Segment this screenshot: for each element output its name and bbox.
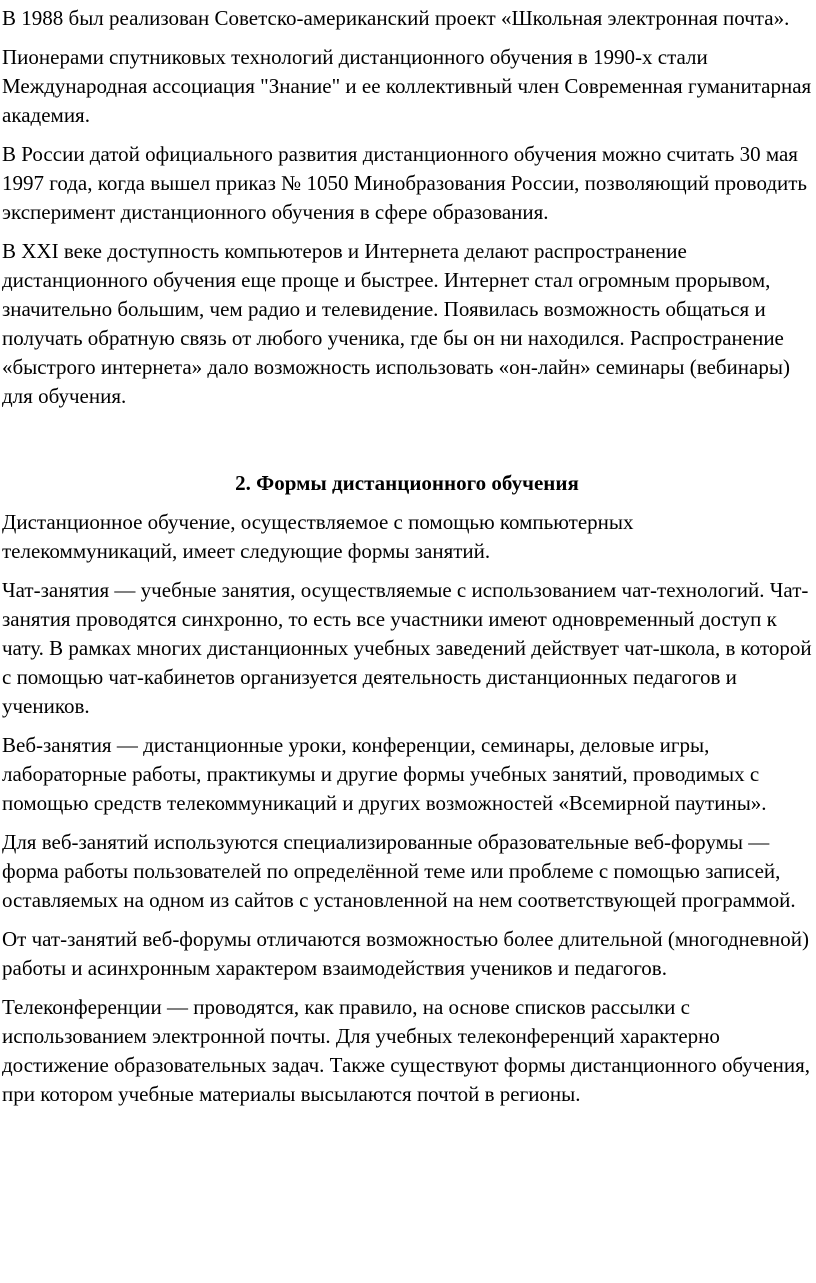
paragraph-web-lessons: Веб-занятия — дистанционные уроки, конференции, семинары, деловые игры, лабораторные работы, практикумы и другие формы учебных занятий, проводимых с помощью средств телекоммуникаций и других возможностей «Всемирной паутины». [2, 733, 767, 815]
document-page [2, 4, 812, 1119]
section-heading: 2. Формы дистанционного обучения [235, 471, 579, 495]
paragraph-russia-official-date: В России датой официального развития дистанционного обучения можно считать 30 мая 1997 года, когда вышел приказ № 1050 Минобразования России, позволяющий проводить эксперимент дистанционного обучения в сфере образования. [2, 142, 808, 224]
section-spacer [2, 421, 812, 469]
paragraph-satellite-pioneers: Пионерами спутниковых технологий дистанционного обучения в 1990-х стали Международная ассоциация "Знание" и ее коллективный член Современная гуманитарная академия. [2, 45, 812, 127]
paragraph-web-forums: Для веб-занятий используются специализированные образовательные веб-форумы — форма работы пользователей по определённой теме или проблеме с помощью записей, оставляемых на одном из сайтов с установленной на нем соответствующей программой. [2, 830, 796, 912]
paragraph-forums-vs-chat: От чат-занятий веб-форумы отличаются возможностью более длительной (многодневной) работы и асинхронным характером взаимодействия учеников и педагогов. [2, 927, 809, 980]
paragraph-chat-lessons: Чат-занятия — учебные занятия, осуществляемые с использованием чат-технологий. Чат-занятия проводятся синхронно, то есть все участники имеют одновременный доступ к чату. В рамках многих дистанционных учебных заведений действует чат-школа, в которой с помощью чат-кабинетов организуется деятельность дистанционных педагогов и учеников. [2, 578, 812, 718]
paragraph-forms-intro: Дистанционное обучение, осуществляемое с помощью компьютерных телекоммуникаций, имеет следующие формы занятий. [2, 510, 634, 563]
paragraph-xxi-century-internet: В XXI веке доступность компьютеров и Интернета делают распространение дистанционного обучения еще проще и быстрее. Интернет стал огромным прорывом, значительно большим, чем радио и телевидение. Появилась возможность общаться и получать обратную связь от любого ученика, где бы он ни находился. Распространение «быстрого интернета» дало возможность использовать «он-лайн» семинары (вебинары) для обучения. [2, 239, 790, 408]
paragraph-teleconferences: Телеконференции — проводятся, как правило, на основе списков рассылки с использованием электронной почты. Для учебных телеконференций характерно достижение образовательных задач. Также существуют формы дистанционного обучения, при котором учебные материалы высылаются почтой в регионы. [2, 995, 810, 1106]
paragraph-school-email-project: В 1988 был реализован Советско-американский проект «Школьная электронная почта». [2, 6, 790, 30]
